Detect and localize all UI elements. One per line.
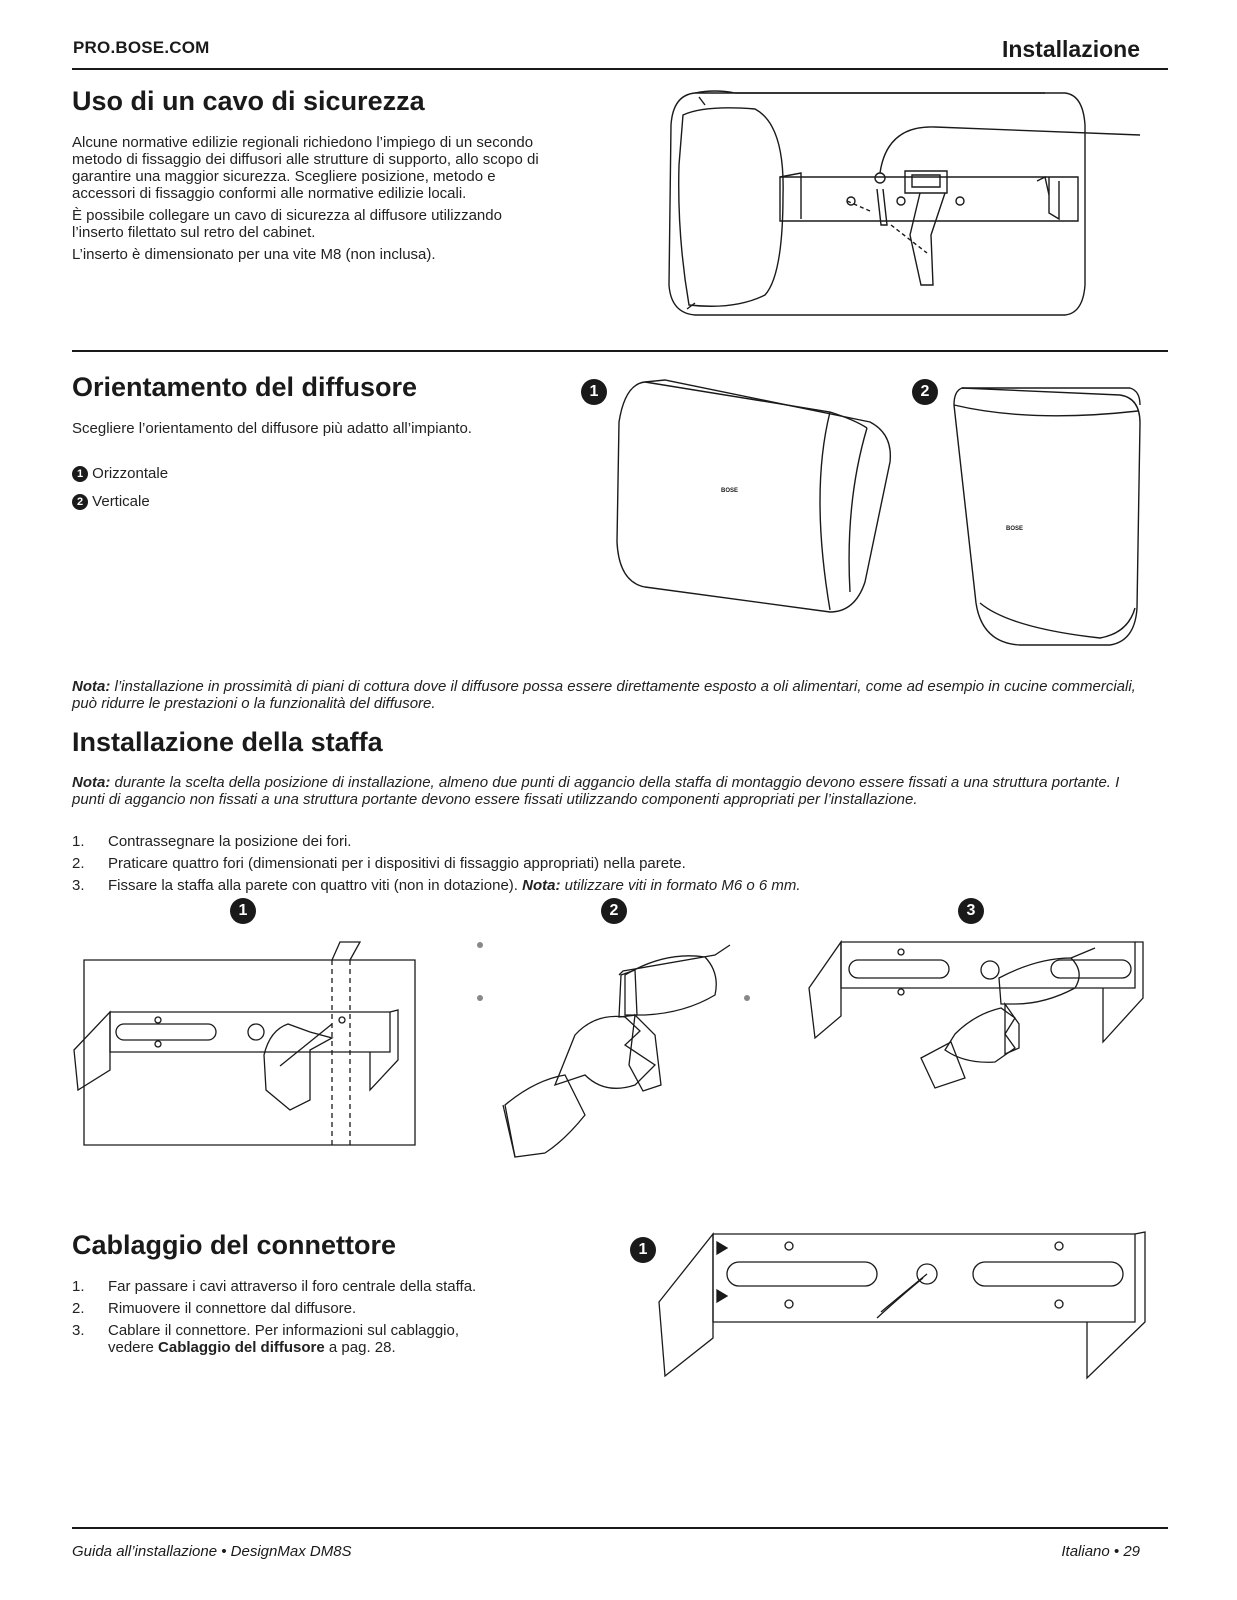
bracket-step-2-illustration xyxy=(475,935,775,1160)
step-text-suffix: a pag. 28. xyxy=(328,1339,396,1356)
orientation-option-label: Verticale xyxy=(92,493,150,510)
note-text: utilizzare viti in formato M6 o 6 mm. xyxy=(564,877,801,894)
bracket-heading: Installazione della staffa xyxy=(72,727,383,757)
bose-logo-1: BOSE xyxy=(721,488,739,494)
connector-heading: Cablaggio del connettore xyxy=(72,1230,397,1260)
step-text: Far passare i cavi attraverso il foro centrale della staffa. xyxy=(108,1278,477,1295)
footer-rule xyxy=(72,1527,1168,1529)
bracket-step-3-illustration xyxy=(805,938,1150,1108)
bracket-callout-2: 2 xyxy=(601,898,627,924)
orientation-option-label: Orizzontale xyxy=(92,465,169,482)
step-text: Contrassegnare la posizione dei fori. xyxy=(108,833,352,850)
number-badge-1: 1 xyxy=(72,466,88,482)
speaker-horizontal-illustration xyxy=(605,372,900,622)
footer-page-number: Italiano • 29 xyxy=(1061,1543,1140,1560)
orientation-note xyxy=(72,678,1152,712)
site-url: PRO.BOSE.COM xyxy=(73,38,210,57)
orientation-option-vertical xyxy=(72,493,150,510)
note-label: Nota: xyxy=(72,678,111,695)
number-badge-2: 2 xyxy=(72,494,88,510)
step-text xyxy=(108,1322,459,1356)
note-text: durante la scelta della posizione di installazione, almeno due punti di aggancio della staffa di montaggio devono essere fissati a una struttura portante. I punti di aggancio non fissati a una struttura portante devono essere fissati utilizzando componenti appropriati per l’installazione. xyxy=(72,774,1120,808)
note-text: l’installazione in prossimità di piani di cottura dove il diffusore possa essere direttamente esposto a oli alimentari, come ad esempio in cucine commerciali, può ridurre le prestazioni o la funzionalità del diffusore. xyxy=(72,678,1136,712)
step-number: 2. xyxy=(72,855,85,872)
note-label: Nota: xyxy=(522,877,561,894)
step-number: 3. xyxy=(72,877,85,894)
step-number: 3. xyxy=(72,1322,85,1339)
step-text-main: Fissare la staffa alla parete con quattro viti (non in dotazione). xyxy=(108,877,518,894)
bracket-step-1-illustration xyxy=(70,940,420,1150)
note-label: Nota: xyxy=(72,774,111,791)
bracket-callout-1: 1 xyxy=(230,898,256,924)
header-rule xyxy=(72,68,1168,70)
step-number: 1. xyxy=(72,1278,85,1295)
step-number: 1. xyxy=(72,833,85,850)
safety-cable-heading: Uso di un cavo di sicurezza xyxy=(72,86,425,116)
callout-horizontal: 1 xyxy=(581,379,607,405)
footer-document-title: Guida all’installazione • DesignMax DM8S xyxy=(72,1543,352,1560)
step-number: 2. xyxy=(72,1300,85,1317)
safety-cable-illustration xyxy=(665,85,1145,325)
callout-vertical: 2 xyxy=(912,379,938,405)
step-text: Praticare quattro fori (dimensionati per i dispositivi di fissaggio appropriati) nella parete. xyxy=(108,855,686,872)
safety-cable-text xyxy=(72,134,557,268)
step-text: Rimuovere il connettore dal diffusore. xyxy=(108,1300,357,1317)
orientation-heading: Orientamento del diffusore xyxy=(72,372,418,402)
bracket-note xyxy=(72,774,1152,808)
section-rule-1 xyxy=(72,350,1168,352)
orientation-option-horizontal xyxy=(72,465,168,482)
safety-cable-paragraph-1: Alcune normative edilizie regionali richiedono l’impiego di un secondo metodo di fissaggio dei diffusori alle strutture di supporto, allo scopo di garantire una maggior sicurezza. Scegliere posizione, metodo e accessori di fissaggio conformi alle normative edilizie locali. xyxy=(72,134,539,202)
safety-cable-paragraph-3: L’inserto è dimensionato per una vite M8 (non inclusa). xyxy=(72,246,436,263)
step-text-prefix: vedere xyxy=(108,1339,154,1356)
bracket-callout-3: 3 xyxy=(958,898,984,924)
bose-logo-2: BOSE xyxy=(1006,526,1024,532)
step-text-line-1: Cablare il connettore. Per informazioni sul cablaggio, xyxy=(108,1322,460,1339)
section-title: Installazione xyxy=(1001,36,1140,62)
safety-cable-paragraph-2: È possibile collegare un cavo di sicurezza al diffusore utilizzando l’inserto filettato sul retro del cabinet. xyxy=(72,207,502,241)
step-text xyxy=(108,877,801,894)
speaker-vertical-illustration xyxy=(950,383,1145,653)
orientation-intro: Scegliere l’orientamento del diffusore più adatto all’impianto. xyxy=(72,420,472,437)
connector-bracket-illustration xyxy=(655,1228,1145,1383)
connector-callout-1: 1 xyxy=(630,1237,656,1263)
wiring-reference-link[interactable]: Cablaggio del diffusore xyxy=(158,1339,325,1356)
